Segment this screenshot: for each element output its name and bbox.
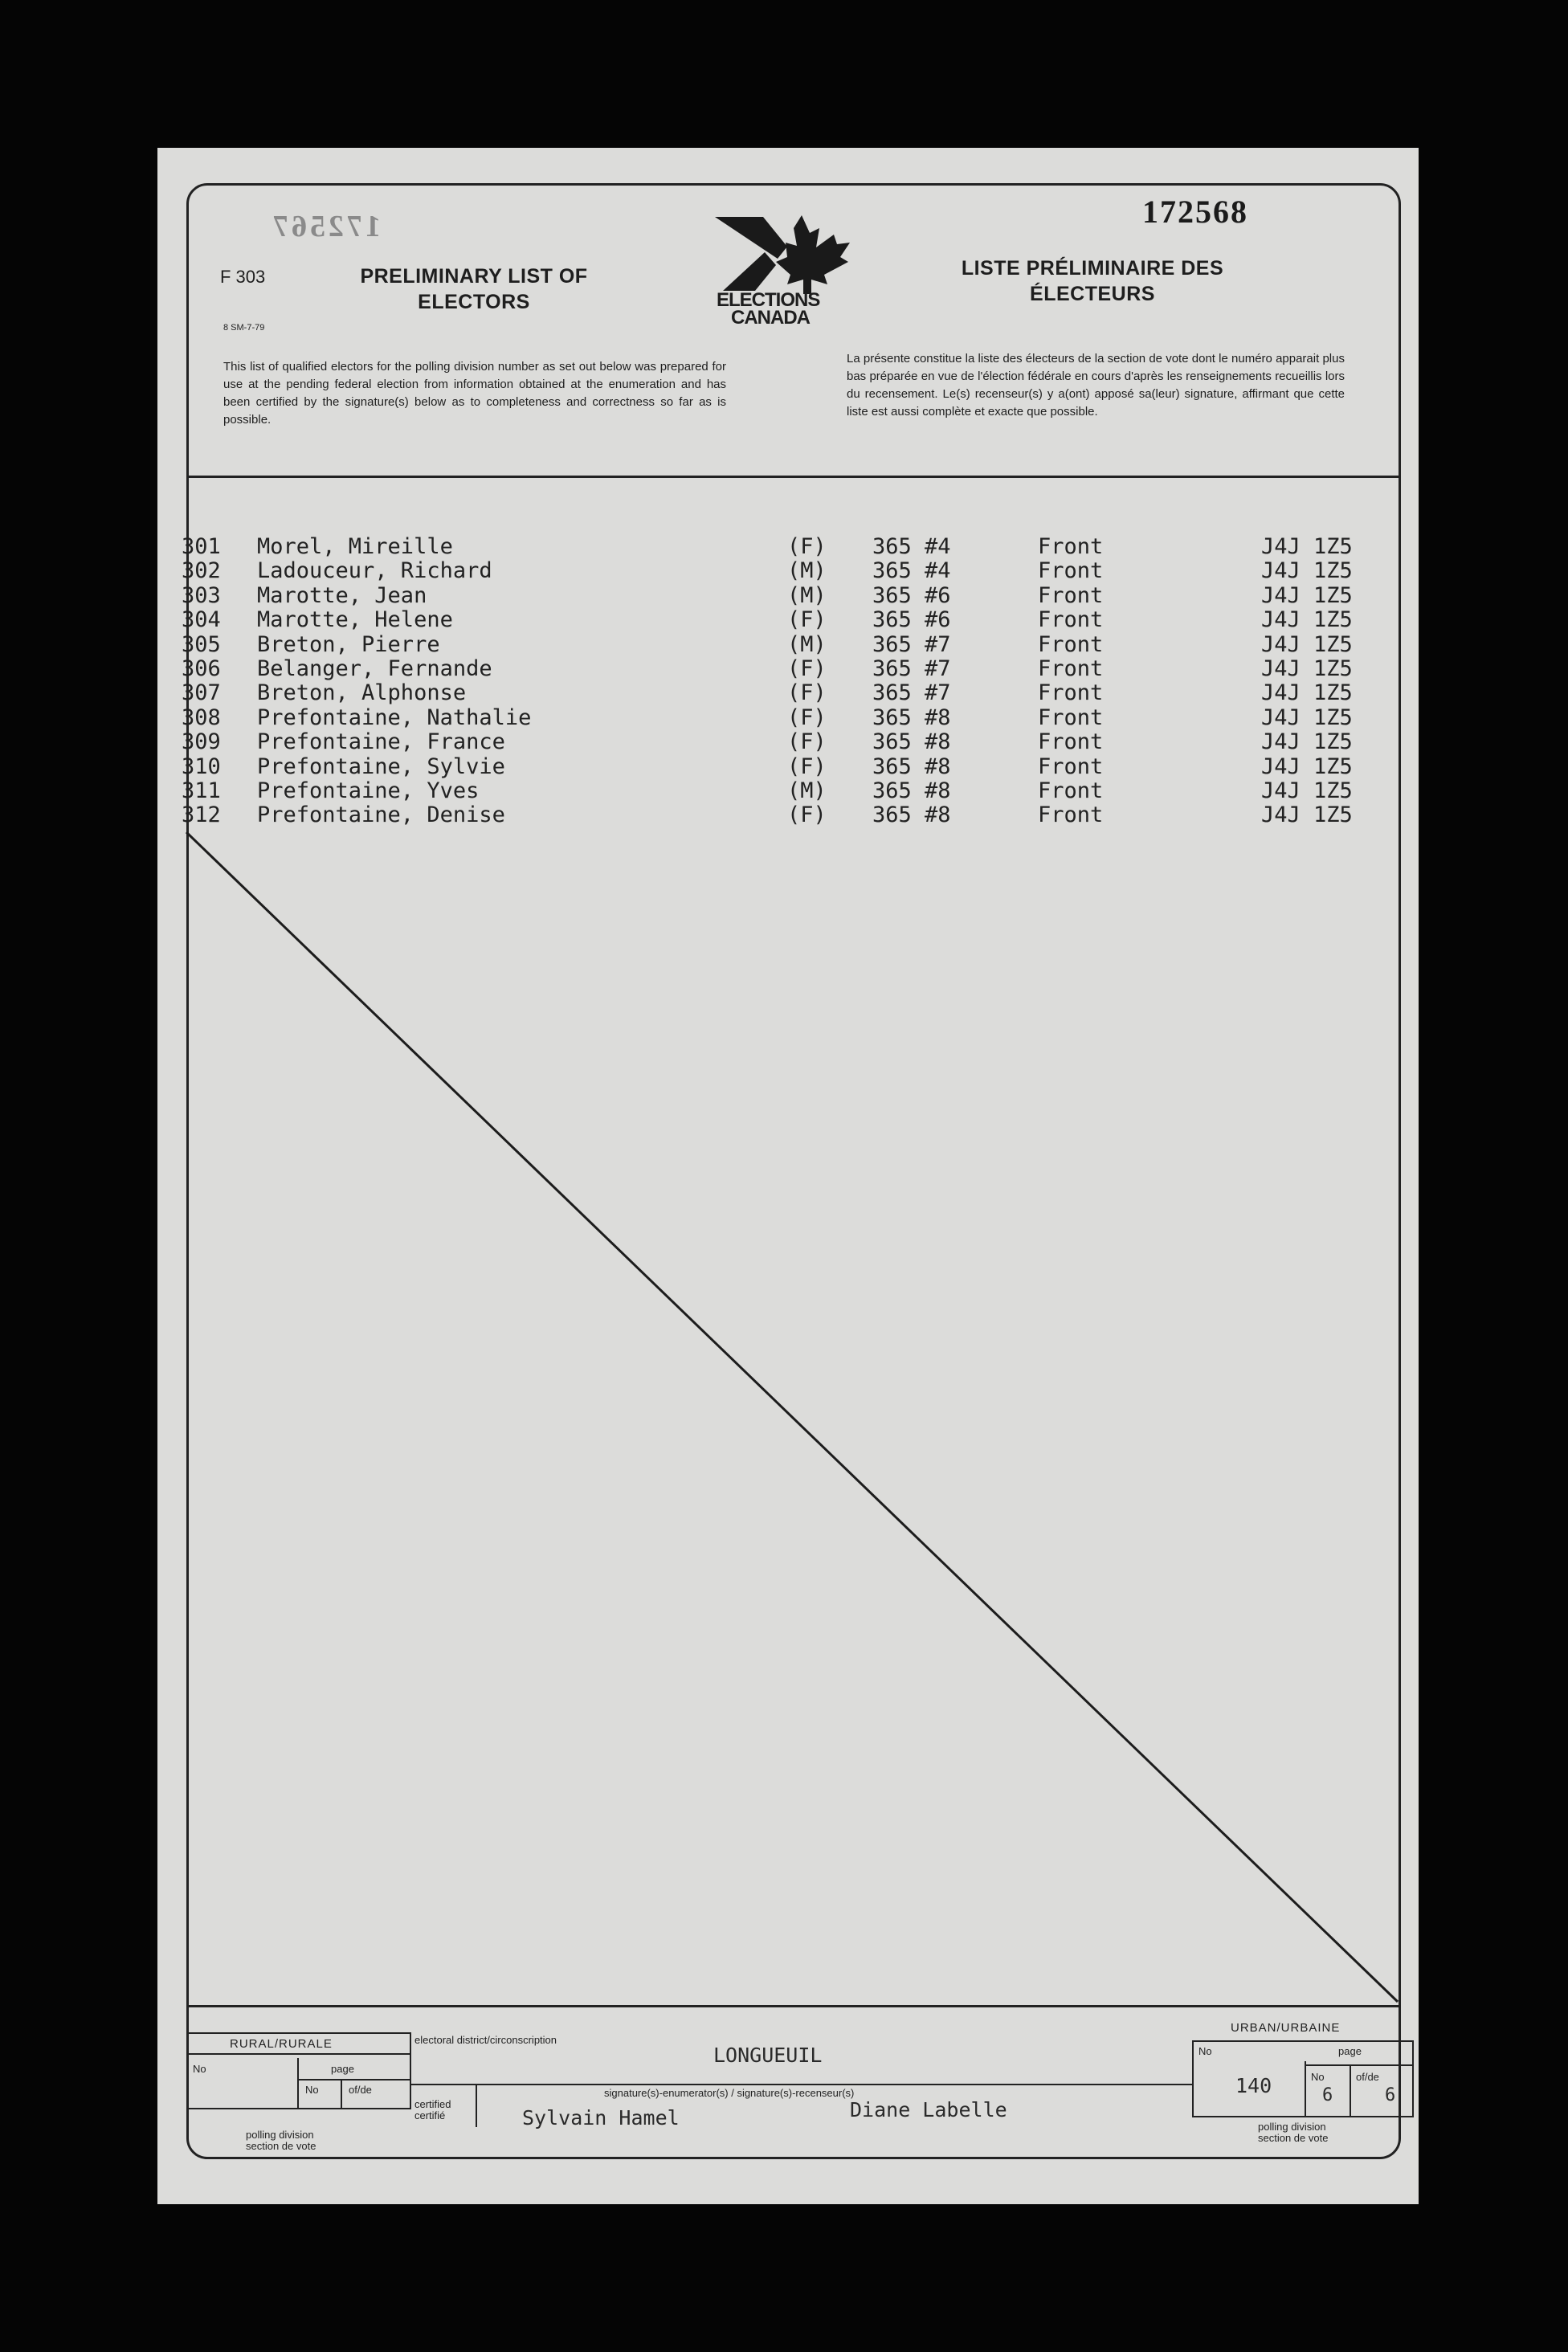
- certified-divider: [476, 2085, 477, 2127]
- district-value: LONGUEUIL: [713, 2044, 823, 2067]
- urban-no-label: No: [1198, 2045, 1212, 2057]
- serial-number: 172568: [1142, 194, 1248, 230]
- elector-name: Belanger, Fernande: [257, 656, 492, 681]
- elector-street: Front: [1038, 802, 1104, 828]
- certified-label-en: certified: [414, 2098, 451, 2110]
- rural-page-label: page: [331, 2063, 354, 2075]
- elector-number: 301: [182, 534, 221, 559]
- signature-label: signature(s)-enumerator(s) / signature(s)-recenseur(s): [604, 2087, 855, 2099]
- elector-name: Prefontaine, Yves: [257, 778, 480, 803]
- elector-street: Front: [1038, 607, 1104, 633]
- elector-postal-code: J4J 1Z5: [1261, 558, 1353, 584]
- elector-sex: (F): [787, 680, 827, 706]
- form-code: 8 SM-7-79: [223, 323, 265, 333]
- signature-2: Diane Labelle: [850, 2098, 1007, 2121]
- elector-number: 307: [182, 680, 221, 706]
- elector-street: Front: [1038, 753, 1104, 779]
- elector-postal-code: J4J 1Z5: [1261, 753, 1353, 779]
- elector-name: Prefontaine, France: [257, 729, 505, 755]
- elector-name: Prefontaine, Sylvie: [257, 753, 505, 779]
- elector-postal-code: J4J 1Z5: [1261, 680, 1353, 706]
- elector-number: 304: [182, 607, 221, 633]
- elector-name: Marotte, Helene: [257, 607, 453, 633]
- elector-postal-code: J4J 1Z5: [1261, 802, 1353, 828]
- elector-postal-code: J4J 1Z5: [1261, 704, 1353, 730]
- rural-header-line: [186, 2053, 411, 2055]
- elector-name: Marotte, Jean: [257, 582, 427, 608]
- footer-urban-section: [1192, 2040, 1414, 2117]
- urban-polling-label: polling division: [1258, 2121, 1326, 2133]
- elector-sex: (M): [787, 582, 827, 608]
- elector-name: Prefontaine, Nathalie: [257, 704, 532, 730]
- elector-sex: (M): [787, 558, 827, 584]
- elector-address: 365 #7: [872, 656, 951, 681]
- elector-name: Prefontaine, Denise: [257, 802, 505, 828]
- elector-street: Front: [1038, 631, 1104, 657]
- elector-street: Front: [1038, 582, 1104, 608]
- rural-divider: [297, 2058, 299, 2109]
- elector-address: 365 #4: [872, 534, 951, 559]
- urban-divider: [1305, 2061, 1306, 2117]
- form-number: F 303: [220, 267, 266, 287]
- urban-of-divider: [1350, 2066, 1351, 2117]
- elector-address: 365 #8: [872, 802, 951, 828]
- elector-sex: (F): [787, 729, 827, 755]
- elector-postal-code: J4J 1Z5: [1261, 607, 1353, 633]
- elector-sex: (M): [787, 778, 827, 803]
- elector-number: 308: [182, 704, 221, 730]
- elector-number: 303: [182, 582, 221, 608]
- elector-sex: (F): [787, 656, 827, 681]
- elector-address: 365 #7: [872, 631, 951, 657]
- district-underline: [411, 2084, 1192, 2085]
- elector-street: Front: [1038, 704, 1104, 730]
- rural-polling-label-fr: section de vote: [246, 2140, 316, 2152]
- rural-label: RURAL/RURALE: [230, 2037, 333, 2051]
- elector-address: 365 #8: [872, 778, 951, 803]
- elector-street: Front: [1038, 534, 1104, 559]
- elector-address: 365 #4: [872, 558, 951, 584]
- elector-address: 365 #8: [872, 704, 951, 730]
- page-number: 6: [1322, 2085, 1333, 2105]
- elector-street: Front: [1038, 558, 1104, 584]
- logo-text-elections: ELECTIONS: [717, 289, 820, 311]
- elector-name: Ladouceur, Richard: [257, 558, 492, 584]
- elector-sex: (F): [787, 534, 827, 559]
- mirrored-serial-number: 172567: [270, 210, 381, 243]
- elector-street: Front: [1038, 656, 1104, 681]
- rural-of-label: of/de: [349, 2084, 372, 2096]
- elector-sex: (F): [787, 704, 827, 730]
- rural-page-no-label: No: [305, 2084, 319, 2096]
- rural-no-label: No: [193, 2063, 206, 2075]
- elector-number: 302: [182, 558, 221, 584]
- elector-number: 310: [182, 753, 221, 779]
- footer-top-border: [186, 2005, 1401, 2007]
- elector-address: 365 #8: [872, 753, 951, 779]
- urban-page-no-label: No: [1311, 2071, 1325, 2083]
- elector-number: 306: [182, 656, 221, 681]
- urban-page-line: [1305, 2064, 1414, 2066]
- rural-page-line: [297, 2079, 411, 2080]
- elector-address: 365 #6: [872, 582, 951, 608]
- elector-postal-code: J4J 1Z5: [1261, 582, 1353, 608]
- elector-name: Breton, Alphonse: [257, 680, 467, 706]
- elector-postal-code: J4J 1Z5: [1261, 534, 1353, 559]
- elector-street: Front: [1038, 680, 1104, 706]
- logo-text-canada: CANADA: [731, 307, 810, 329]
- notice-english: This list of qualified electors for the polling division number as set out below was prepared for use at the pending federal election from information obtained at the enumeration and has been certified by the signature(s) below as to completeness and correctness so far as is possible.: [223, 360, 726, 427]
- urban-polling-label-fr: section de vote: [1258, 2132, 1329, 2144]
- urban-of-label: of/de: [1356, 2071, 1379, 2083]
- elector-address: 365 #8: [872, 729, 951, 755]
- elector-address: 365 #7: [872, 680, 951, 706]
- rural-of-divider: [341, 2080, 342, 2109]
- elector-number: 312: [182, 802, 221, 828]
- district-label: electoral district/circonscription: [414, 2034, 557, 2046]
- elector-sex: (F): [787, 802, 827, 828]
- elector-postal-code: J4J 1Z5: [1261, 631, 1353, 657]
- elector-postal-code: J4J 1Z5: [1261, 729, 1353, 755]
- urban-label: URBAN/URBAINE: [1231, 2021, 1341, 2035]
- elector-number: 311: [182, 778, 221, 803]
- elector-sex: (F): [787, 607, 827, 633]
- title-french: LISTE PRÉLIMINAIRE DES ÉLECTEURS: [961, 257, 1224, 305]
- elector-postal-code: J4J 1Z5: [1261, 778, 1353, 803]
- elector-sex: (F): [787, 753, 827, 779]
- certified-label-fr: certifié: [414, 2109, 446, 2121]
- signature-1: Sylvain Hamel: [522, 2106, 680, 2129]
- notice-french: La présente constitue la liste des électeurs de la section de vote dont le numéro apparait plus bas préparée en vue de l'élection fédérale en cours d'après les renseignements recueillis lors du recensement. Le(s) recenseur(s) y a(ont) apposé sa(leur) signature, affirmant que cette liste est aussi complète et exacte que possible.: [847, 352, 1345, 419]
- title-english: PRELIMINARY LIST OF ELECTORS: [360, 265, 588, 313]
- elector-street: Front: [1038, 729, 1104, 755]
- elector-name: Breton, Pierre: [257, 631, 440, 657]
- page-total: 6: [1385, 2085, 1396, 2105]
- elector-address: 365 #6: [872, 607, 951, 633]
- elector-number: 305: [182, 631, 221, 657]
- poll-number: 140: [1235, 2074, 1272, 2097]
- elector-name: Morel, Mireille: [257, 534, 453, 559]
- urban-page-label: page: [1338, 2045, 1362, 2057]
- elector-sex: (M): [787, 631, 827, 657]
- elector-number: 309: [182, 729, 221, 755]
- elector-street: Front: [1038, 778, 1104, 803]
- rural-polling-label: polling division: [246, 2129, 314, 2141]
- elector-postal-code: J4J 1Z5: [1261, 656, 1353, 681]
